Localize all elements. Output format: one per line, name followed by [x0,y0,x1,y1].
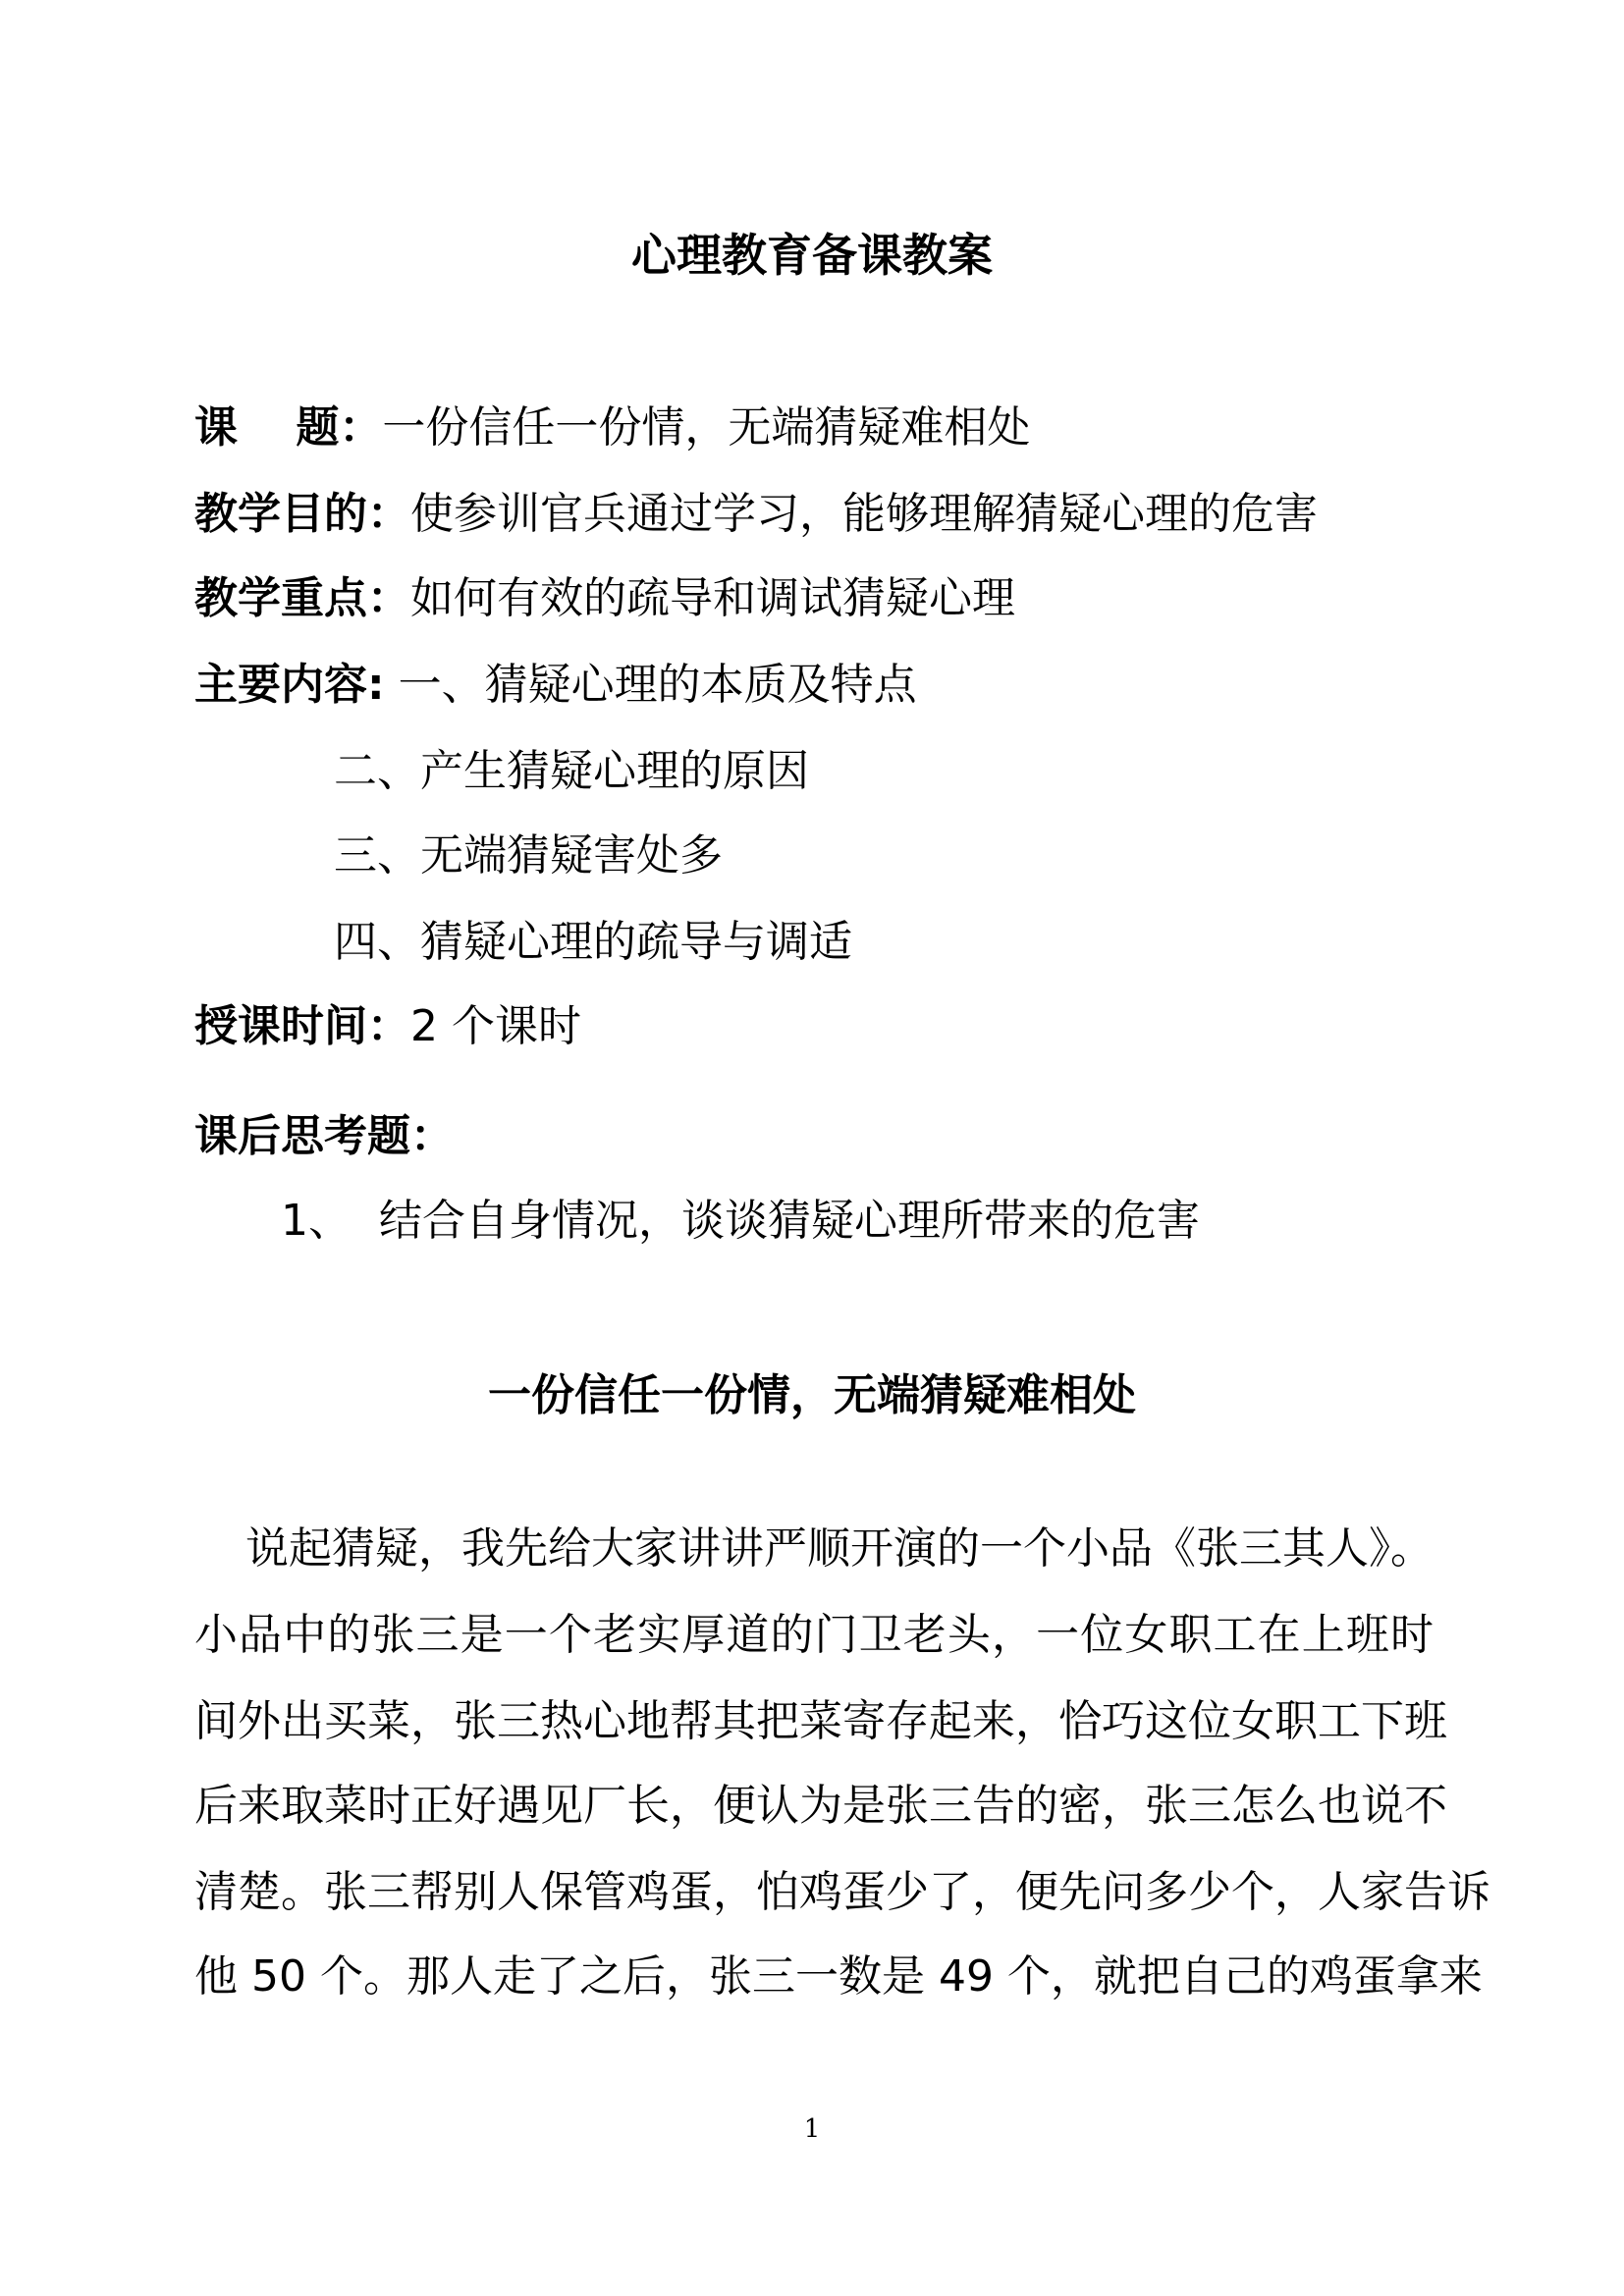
body-line: 他 50 个。那人走了之后，张三一数是 49 个，就把自己的鸡蛋拿来 [194,1951,1483,2002]
purpose-label: 教学目的： [194,489,410,539]
time-label: 授课时间： [194,1001,410,1051]
page-number: 1 [803,2114,821,2144]
question-number: 1、 [281,1196,352,1246]
meta-purpose [194,485,1318,544]
question-text: 结合自身情况，谈谈猜疑心理所带来的危害 [379,1196,1200,1246]
meta-topic [194,399,1030,457]
time-value: 2 个课时 [410,1001,581,1051]
topic-value: 一份信任一份情，无端猜疑难相处 [382,402,1031,453]
meta-content [194,656,917,715]
content-item: 四、猜疑心理的疏导与调适 [334,917,852,967]
content-item: 二、产生猜疑心理的原因 [334,746,809,796]
body-line: 间外出买菜，张三热心地帮其把菜寄存起来，恰巧这位女职工下班 [194,1696,1447,1746]
question-item [281,1192,1200,1251]
body-line: 小品中的张三是一个老实厚道的门卫老头，一位女职工在上班时 [194,1610,1434,1660]
focus-value: 如何有效的疏导和调试猜疑心理 [410,573,1015,623]
questions-heading: 课后思考题： [194,1111,454,1161]
content-item: 一、猜疑心理的本质及特点 [398,660,917,710]
document-title: 心理教育备课教案 [631,229,993,282]
focus-label: 教学重点： [194,573,410,623]
content-label: 主要内容: [194,660,385,710]
body-line: 说起猜疑，我先给大家讲讲严顺开演的一个小品《张三其人》。 [245,1523,1434,1574]
body-line: 后来取菜时正好遇见厂长，便认为是张三告的密，张三怎么也说不 [194,1781,1447,1831]
section-title: 一份信任一份情，无端猜疑难相处 [488,1370,1136,1420]
content-item: 三、无端猜疑害处多 [334,830,723,881]
purpose-value: 使参训官兵通过学习，能够理解猜疑心理的危害 [410,489,1318,539]
meta-time [194,997,581,1056]
meta-focus [194,569,1015,628]
body-line: 清楚。张三帮别人保管鸡蛋，怕鸡蛋少了，便先问多少个，人家告诉 [194,1867,1490,1917]
topic-label: 课 题： [194,402,383,453]
